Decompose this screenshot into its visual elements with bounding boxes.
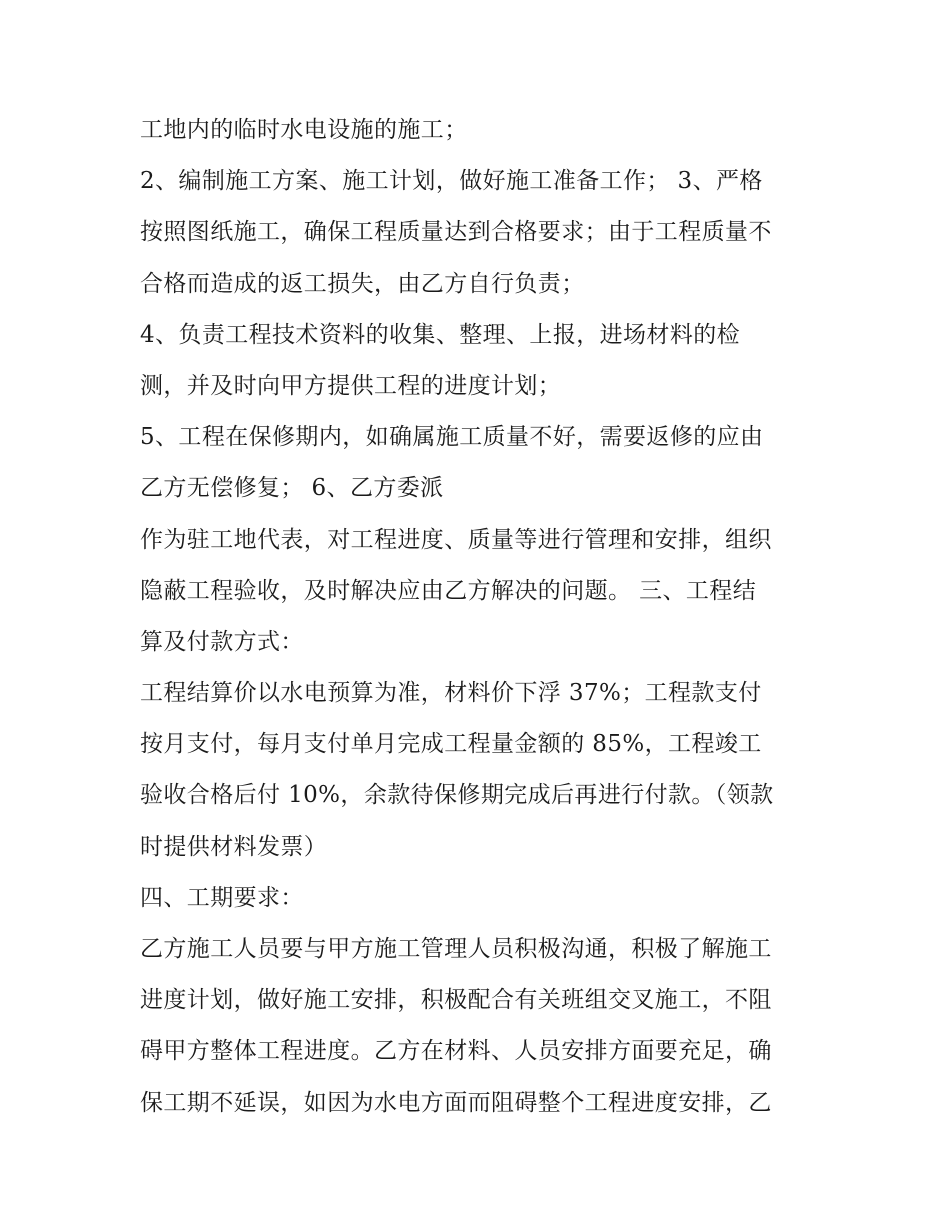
text-line: 5、工程在保修期内，如确属施工质量不好，需要返修的应由 [140, 424, 764, 451]
text-line: 测，并及时向甲方提供工程的进度计划； [140, 372, 562, 399]
text-line: 4、负责工程技术资料的收集、整理、上报，进场材料的检 [140, 321, 741, 348]
text-line: 按照图纸施工，确保工程质量达到合格要求；由于工程质量不 [140, 219, 772, 246]
text-line: 算及付款方式： [140, 628, 304, 655]
text-line: 碍甲方整体工程进度。乙方在材料、人员安排方面要充足，确 [140, 1038, 772, 1065]
text-line: 作为驻工地代表，对工程进度、质量等进行管理和安排，组织 [140, 526, 772, 553]
text-line: 乙方无偿修复； 6、乙方委派 [140, 475, 444, 502]
text-line: 进度计划，做好施工安排，积极配合有关班组交叉施工，不阻 [140, 987, 772, 1014]
text-line: 合格而造成的返工损失，由乙方自行负责； [140, 270, 585, 297]
text-line: 按月支付，每月支付单月完成工程量金额的 85%，工程竣工 [140, 731, 762, 758]
text-line: 验收合格后付 10%，余款待保修期完成后再进行付款。（领款 [140, 782, 774, 809]
text-line: 隐蔽工程验收，及时解决应由乙方解决的问题。 三、工程结 [140, 577, 757, 604]
text-line: 工地内的临时水电设施的施工； [140, 117, 468, 143]
text-line: 工程结算价以水电预算为准，材料价下浮 37%；工程款支付 [140, 680, 762, 707]
text-line: 时提供材料发票） [140, 833, 328, 860]
document-body [140, 112, 820, 1136]
text-line: 四、工期要求： [140, 884, 304, 911]
text-line: 2、编制施工方案、施工计划，做好施工准备工作； 3、严格 [140, 168, 763, 195]
text-line: 保工期不延误，如因为水电方面而阻碍整个工程进度安排，乙 [140, 1089, 772, 1116]
text-line: 乙方施工人员要与甲方施工管理人员积极沟通，积极了解施工 [140, 936, 772, 962]
